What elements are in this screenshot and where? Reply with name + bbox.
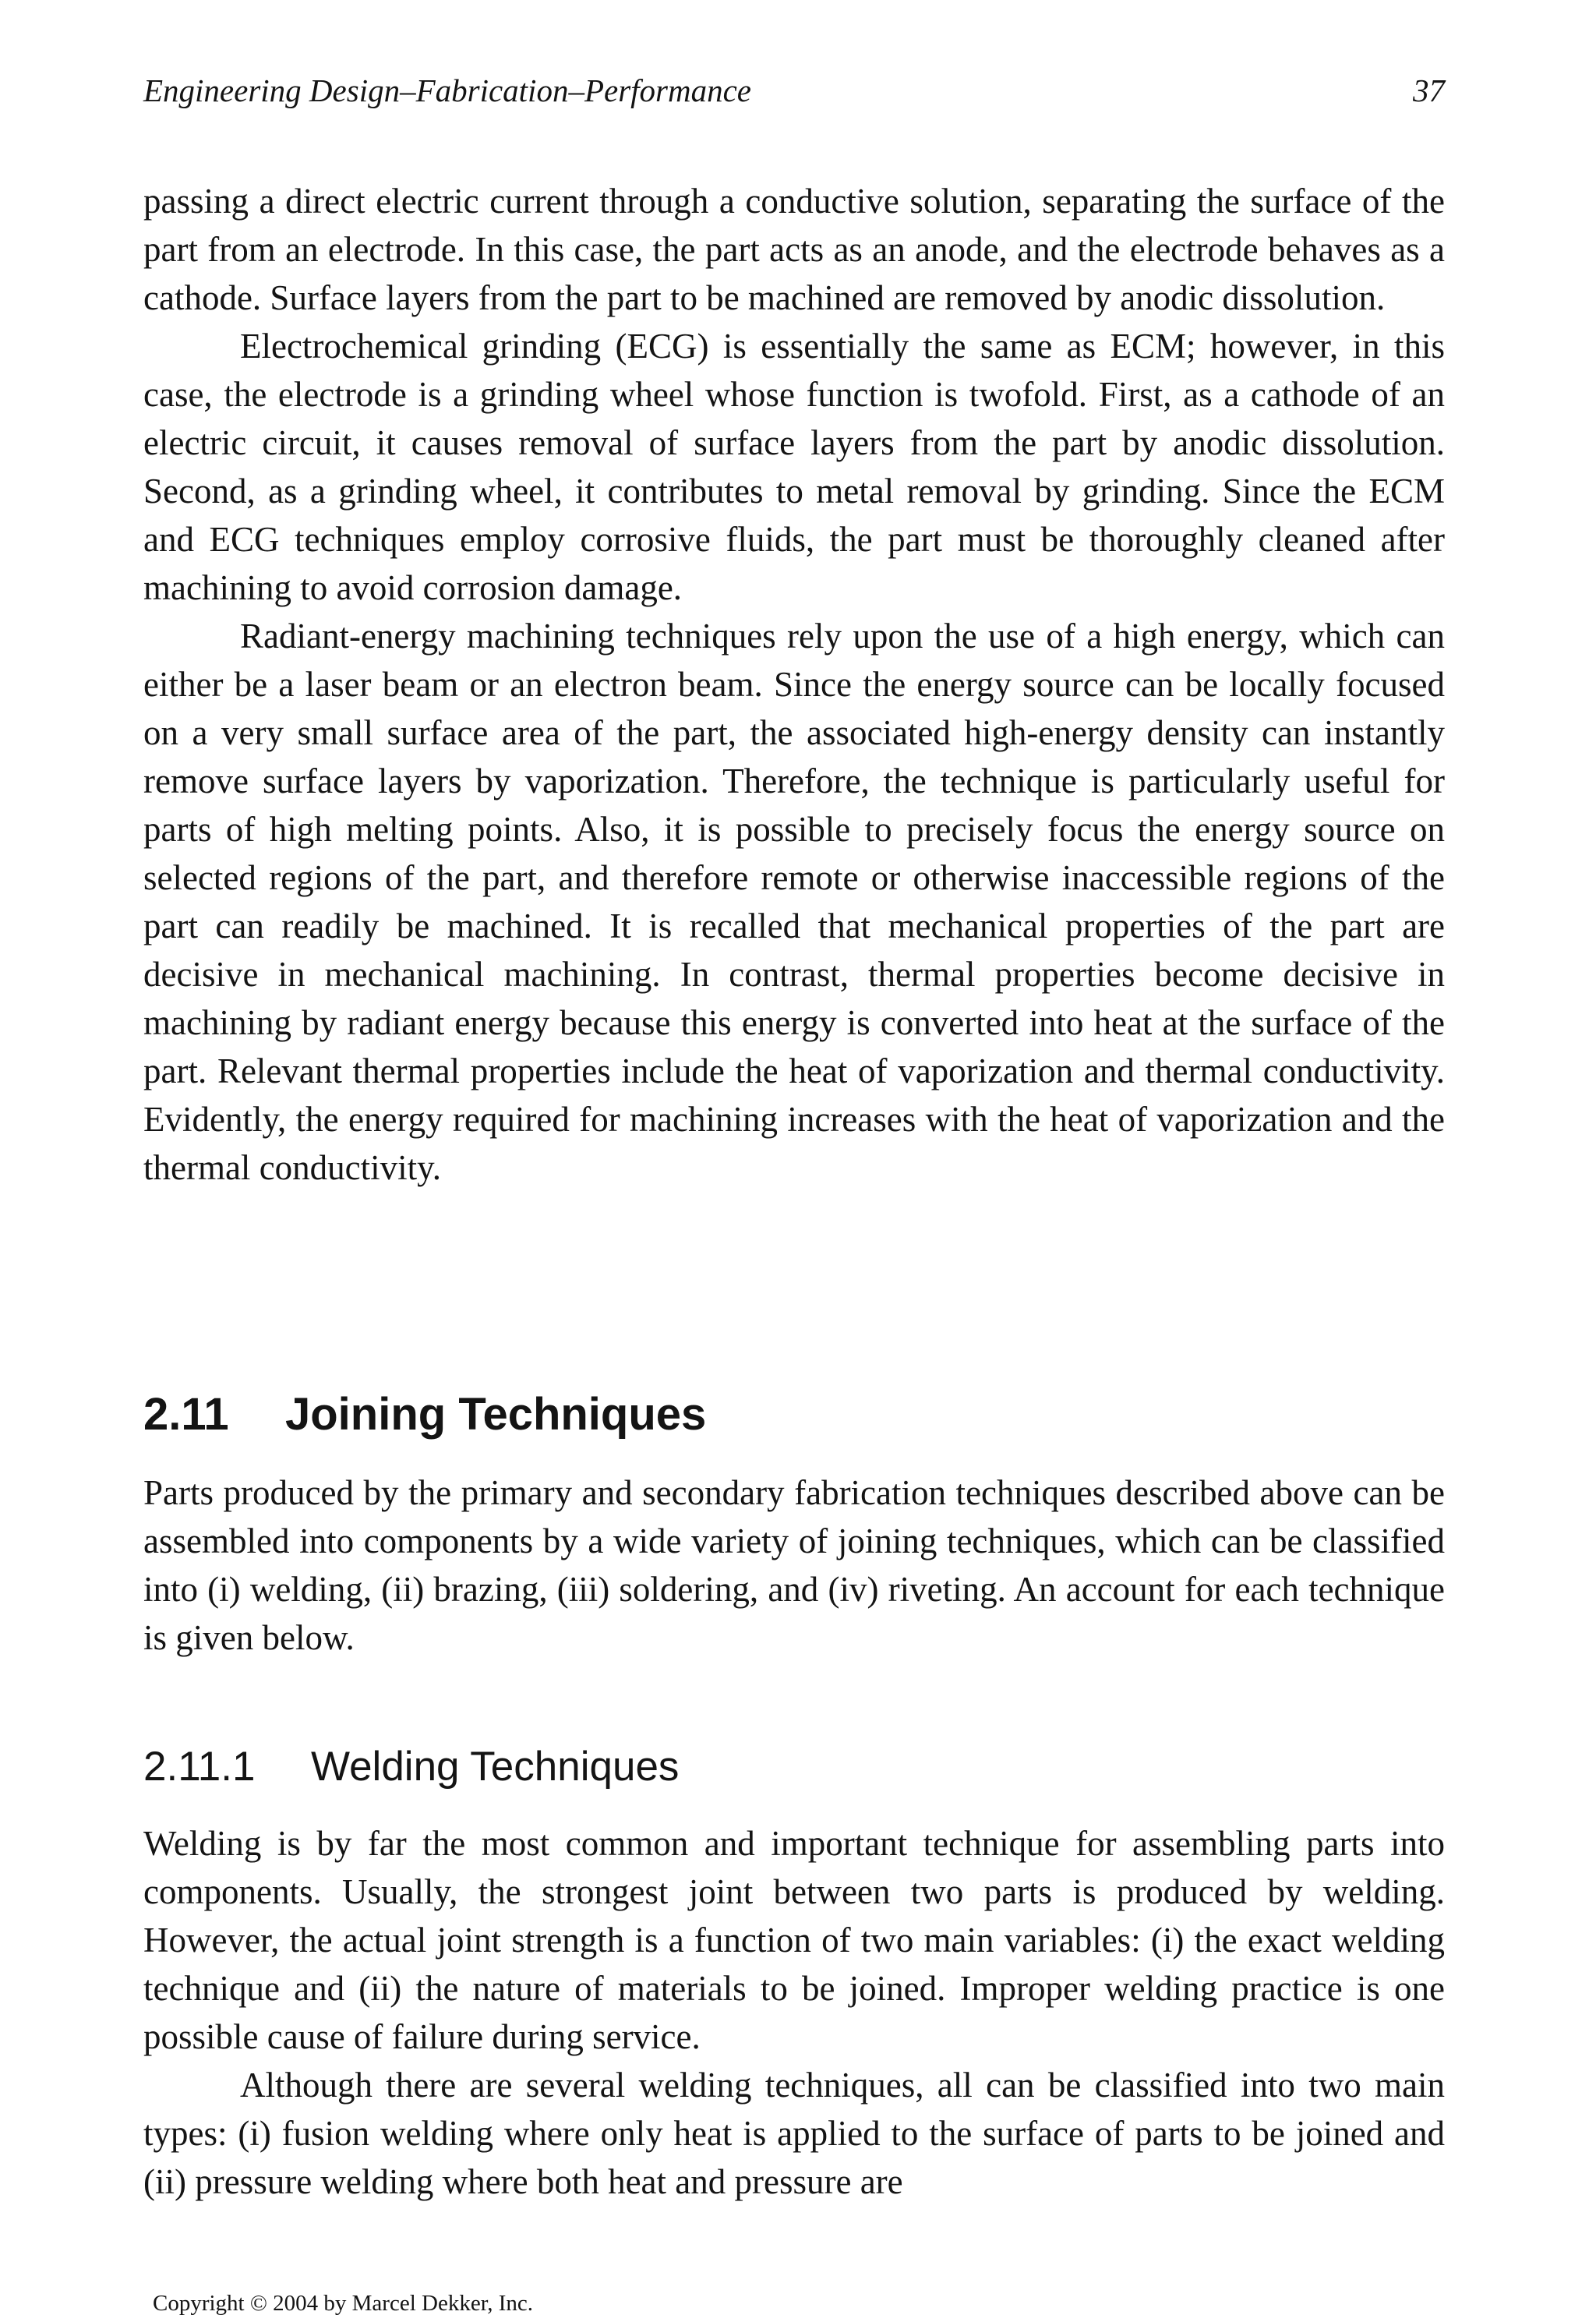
paragraph-welding-intro: Welding is by far the most common and important technique for assembling parts into components. Usually, the strongest joint between two parts is produced by welding. However, the actual joint strength is a function of two main variables: (i) the exact welding technique and (ii) the nature of materials to be joined. Improper welding practice is one possible cause of failure during service. <box>143 1824 1445 2056</box>
copyright-footer: Copyright © 2004 by Marcel Dekker, Inc. <box>153 2291 533 2316</box>
body-text-block-1 <box>143 177 1445 1192</box>
subsection-heading <box>143 1741 679 1793</box>
section-number: 2.11 <box>143 1389 229 1440</box>
body-text-block-2 <box>143 1468 1445 1662</box>
running-header-title: Engineering Design–Fabrication–Performance <box>143 72 752 108</box>
body-text-block-3 <box>143 1819 1445 2206</box>
paragraph-welding-types: Although there are several welding techniques, all can be classified into two main types: (i) fusion welding where only heat is applied to the surface of parts to be joined and (ii) pressure welding where both heat and pressure are <box>143 2066 1445 2201</box>
paragraph-radiant-energy: Radiant-energy machining techniques rely upon the use of a high energy, which can either be a laser beam or an electron beam. Since the energy source can be locally focused on a very small surface area of the part, the associated high-energy density can instantly remove surface layers by vaporization. Therefore, the technique is particularly useful for parts of high melting points. Also, it is possible to precisely focus the energy source on selected regions of the part, and therefore remote or otherwise inaccessible regions of the part can readily be machined. It is recalled that mechanical properties of the part are decisive in mechanical machining. In contrast, thermal properties become decisive in machining by radiant energy because this energy is converted into heat at the surface of the part. Relevant thermal properties include the heat of vaporization and thermal conductivity. Evidently, the energy required for machining increases with the heat of vaporization and the thermal conductivity. <box>143 617 1445 1187</box>
page-number: 37 <box>1413 72 1445 108</box>
paragraph-ecg: Electrochemical grinding (ECG) is essentially the same as ECM; however, in this case, the electrode is a grinding wheel whose function is twofold. First, as a cathode of an electric circuit, it causes removal of surface layers from the part by anodic dissolution. Second, as a grinding wheel, it contributes to metal removal by grinding. Since the ECM and ECG techniques employ corrosive fluids, the part must be thoroughly cleaned after machining to avoid corrosion damage. <box>143 327 1445 607</box>
subsection-number: 2.11.1 <box>143 1744 256 1790</box>
paragraph-ecm-continued: passing a direct electric current through a conductive solution, separating the surface of the part from an electrode. In this case, the part acts as an anode, and the electrode behaves as a cathode. Surface layers from the part to be machined are removed by anodic dissolution. <box>143 182 1445 317</box>
section-heading <box>143 1387 706 1442</box>
section-title: Joining Techniques <box>285 1389 707 1440</box>
paragraph-joining-intro: Parts produced by the primary and secondary fabrication techniques described above can be assembled into components by a wide variety of joining techniques, which can be classified into (i) welding, (ii) brazing, (iii) soldering, and (iv) riveting. An account for each technique is given below. <box>143 1473 1445 1657</box>
subsection-title: Welding Techniques <box>311 1744 680 1790</box>
